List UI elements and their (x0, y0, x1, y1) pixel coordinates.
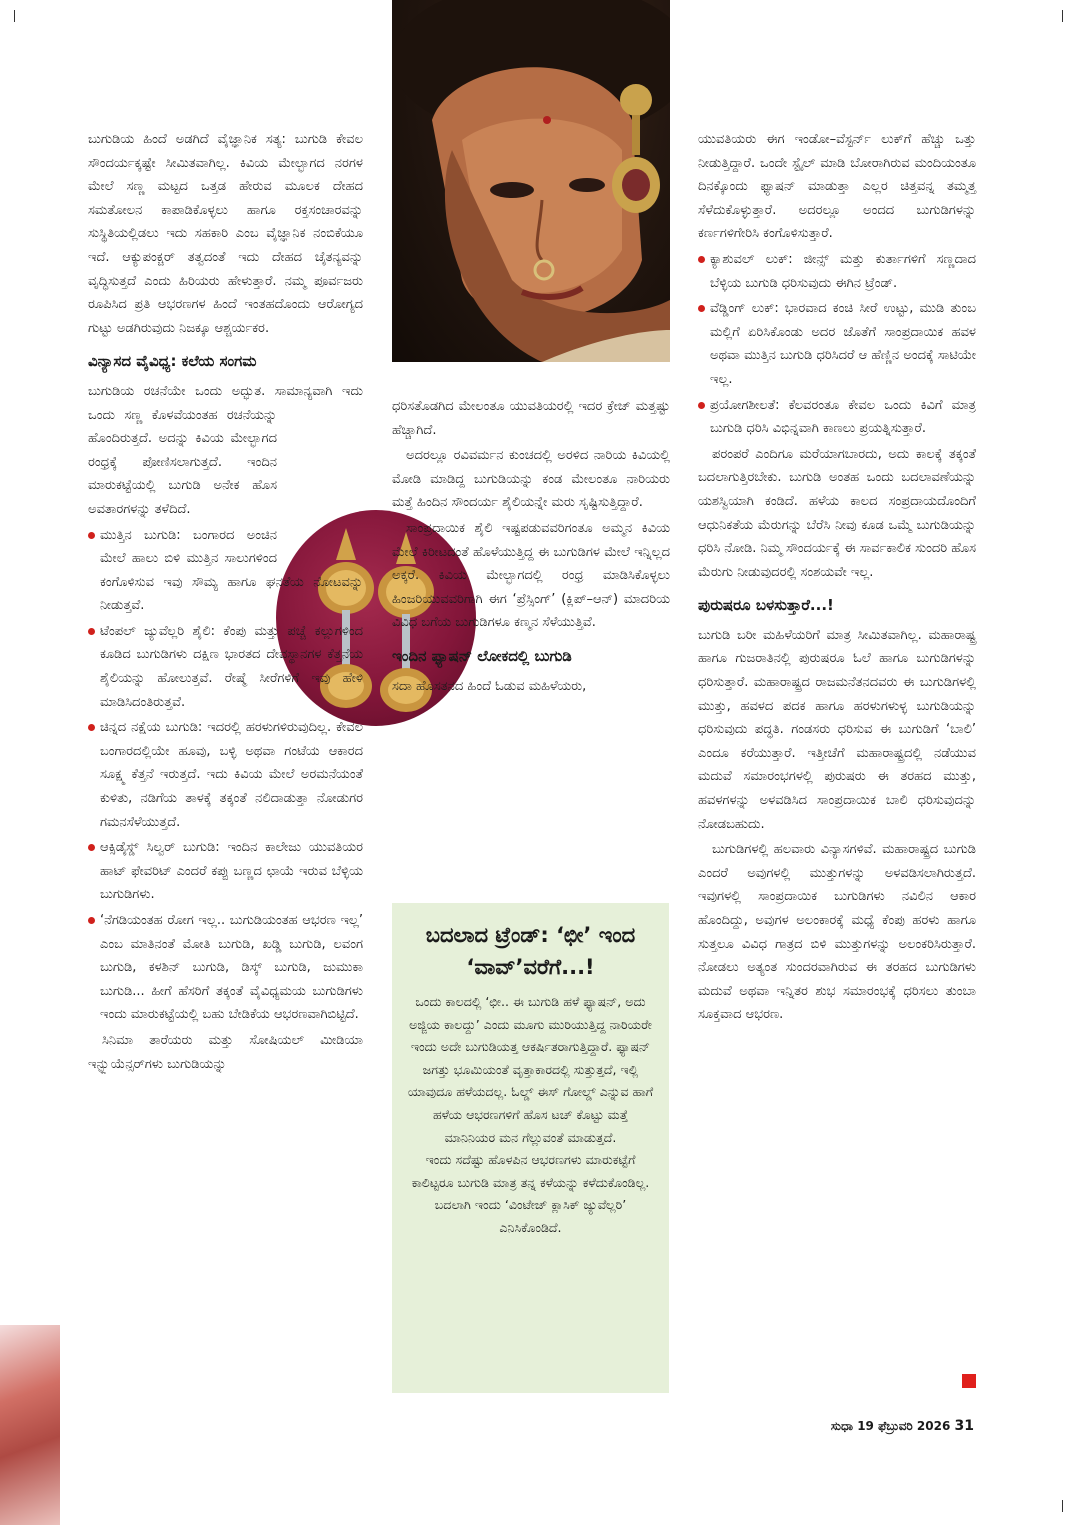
bullet-item: ಮುತ್ತಿನ ಬುಗುಡಿ: ಬಂಗಾರದ ಅಂಚಿನ ಮೇಲೆ ಹಾಲು ಬಿಳಿ ಮುತ್ತಿನ ಸಾಲುಗಳಿಂದ ಕಂಗೊಳಿಸುವ ಇವು ಸೌಮ್ಯ ಹಾಗೂ ಘನತೆಯ ನೋಟವನ್ನು ನೀಡುತ್ತವೆ. (88, 524, 363, 618)
sidebox-paragraph-2: ಇಂದು ಸದೆಷ್ಟು ಹೊಳಪಿನ ಆಭರಣಗಳು ಮಾರುಕಟ್ಟೆಗೆ ಕಾಲಿಟ್ಟರೂ ಬುಗುಡಿ ಮಾತ್ರ ತನ್ನ ಕಳೆಯನ್ನು ಕಳೆದುಕೊಂಡಿಲ್ಲ. ಬದಲಾಗಿ ಇಂದು ‘ವಿಂಟೇಜ್ ಕ್ಲಾಸಿಕ್ ಜ್ಯುವೆಲ್ಲರಿ’ ಎನಿಸಿಕೊಂಡಿದೆ. (411, 1152, 650, 1235)
col2-paragraph-1: ಧರಿಸತೊಡಗಿದ ಮೇಲಂತೂ ಯುವತಿಯರಲ್ಲಿ ಇದರ ಕ್ರೇಜ್ ಮತ್ತಷ್ಟು ಹೆಚ್ಚಾಗಿದೆ. (392, 399, 670, 438)
crop-mark (14, 10, 15, 22)
bullet-item: ಆಕ್ಸಿಡೈಸ್ಡ್ ಸಿಲ್ವರ್ ಬುಗುಡಿ: ಇಂದಿನ ಕಾಲೇಜು ಯುವತಿಯರ ಹಾಟ್ ಫೇವರಿಟ್ ಎಂದರೆ ಕಪ್ಪು ಬಣ್ಣದ ಛಾಯೆ ಇರುವ ಬೆಳ್ಳಿಯ ಬುಗುಡಿಗಳು. (88, 836, 363, 907)
bullet-item: ಟೆಂಪಲ್ ಜ್ಯುವೆಲ್ಲರಿ ಶೈಲಿ: ಕೆಂಪು ಮತ್ತು ಪಚ್ಚೆ ಕಲ್ಲುಗಳಿಂದ ಕೂಡಿದ ಬುಗುಡಿಗಳು ದಕ್ಷಿಣ ಭಾರತದ ದೇವಸ್ಥಾನಗಳ ಕೆತ್ತನೆಯ ಶೈಲಿಯನ್ನು ಹೋಲುತ್ತವೆ. ರೇಷ್ಮೆ ಸೀರೆಗಳಿಗೆ ಇವು ಹೇಳಿ ಮಾಡಿಸಿದಂತಿರುತ್ತವೆ. (88, 620, 363, 714)
col1-paragraph-2: ಬುಗುಡಿಯ ರಚನೆಯೇ ಒಂದು ಅದ್ಭುತ. ಸಾಮಾನ್ಯವಾಗಿ ಇದು ಒಂದು ಸಣ್ಣ ಕೊಳವೆಯಂತಹ ರಚನೆಯನ್ನು ಹೊಂದಿರುತ್ತದೆ. ಅದನ್ನು ಕಿವಿಯ ಮೇಲ್ಭಾಗದ ರಂಧ್ರಕ್ಕೆ ಪೋಣಿಸಲಾಗುತ್ತದೆ. ಇಂದಿನ ಮಾರುಕಟ್ಟೆಯಲ್ಲಿ ಬುಗುಡಿ ಅನೇಕ ಹೊಸ ಅವತಾರಗಳನ್ನು ತಳೆದಿದೆ. (88, 383, 363, 517)
bullet-item: ಕ್ಯಾಶುವಲ್ ಲುಕ್: ಜೀನ್ಸ್ ಮತ್ತು ಕುರ್ತಾಗಳಿಗೆ ಸಣ್ಣದಾದ ಬೆಳ್ಳಿಯ ಬುಗುಡಿ ಧರಿಸುವುದು ಈಗಿನ ಟ್ರೆಂಡ್. (698, 248, 976, 295)
crop-mark (1062, 1500, 1063, 1512)
page-footer (831, 1418, 974, 1434)
bullet-item: ಚಿನ್ನದ ನಕ್ಷೆಯ ಬುಗುಡಿ: ಇದರಲ್ಲಿ ಹರಳುಗಳಿರುವುದಿಲ್ಲ. ಕೇವಲ ಬಂಗಾರದಲ್ಲಿಯೇ ಹೂವು, ಬಳ್ಳಿ ಅಥವಾ ಗಂಟೆಯ ಆಕಾರದ ಸೂಕ್ಷ್ಮ ಕೆತ್ತನೆ ಇರುತ್ತದೆ. ಇದು ಕಿವಿಯ ಮೇಲೆ ಅರಮನೆಯಂತೆ ಕುಳಿತು, ನಡಿಗೆಯ ತಾಳಕ್ಕೆ ತಕ್ಕಂತೆ ನಲಿದಾಡುತ್ತಾ ನೋಡುಗರ ಗಮನಸೆಳೆಯುತ್ತದೆ. (88, 716, 363, 834)
page-number: 31 (954, 1418, 974, 1434)
col1-heading: ವಿನ್ಯಾಸದ ವೈವಿಧ್ಯ: ಕಲೆಯ ಸಂಗಮ (88, 352, 257, 371)
sidebox-title: ಬದಲಾದ ಟ್ರೆಂಡ್: ‘ಛೀ’ ಇಂದ ‘ವಾವ್’ವರೆಗೆ...! (425, 923, 636, 979)
bullet-item: ಪ್ರಯೋಗಶೀಲತೆ: ಕೆಲವರಂತೂ ಕೇವಲ ಒಂದು ಕಿವಿಗೆ ಮಾತ್ರ ಬುಗುಡಿ ಧರಿಸಿ ವಿಭಿನ್ನವಾಗಿ ಕಾಣಲು ಪ್ರಯತ್ನಿಸುತ್ತಾರೆ. (698, 394, 976, 441)
bullet-item: ‘ನೆಗಡಿಯಂತಹ ರೋಗ ಇಲ್ಲ.. ಬುಗುಡಿಯಂತಹ ಆಭರಣ ಇಲ್ಲ’ ಎಂಬ ಮಾತಿನಂತೆ ಮೋತಿ ಬುಗುಡಿ, ಖಡ್ಡಿ ಬುಗುಡಿ, ಲವಂಗ ಬುಗುಡಿ, ಕಳಶಿನ್ ಬುಗುಡಿ, ಡಿಸ್ಕ್ ಬುಗುಡಿ, ಜುಮುಕಾ ಬುಗುಡಿ... ಹೀಗೆ ಹೆಸರಿಗೆ ತಕ್ಕಂತೆ ವೈವಿಧ್ಯಮಯ ಬುಗುಡಿಗಳು ಇಂದು ಮಾರುಕಟ್ಟೆಯಲ್ಲಿ ಬಹು ಬೇಡಿಕೆಯ ಆಭರಣವಾಗಿಬಿಟ್ಟಿದೆ. (88, 909, 363, 1027)
col3-paragraph-1: ಯುವತಿಯರು ಈಗ ಇಂಡೋ–ವೆಸ್ಟರ್ನ್ ಲುಕ್‌ಗೆ ಹೆಚ್ಚು ಒತ್ತು ನೀಡುತ್ತಿದ್ದಾರೆ. ಒಂದೇ ಸ್ಟೈಲ್ ಮಾಡಿ ಬೋರಾಗಿರುವ ಮಂದಿಯಂತೂ ದಿನಕ್ಕೊಂದು ಫ್ಯಾಷನ್ ಮಾಡುತ್ತಾ ಎಲ್ಲರ ಚಿತ್ತವನ್ನ ತಮ್ಮತ್ತ ಸೆಳೆದುಕೊಳ್ಳುತ್ತಾರೆ. ಅದರಲ್ಲೂ ಅಂದದ ಬುಗುಡಿಗಳನ್ನು ಕರ್ಣಗಳಿಗೇರಿಸಿ ಕಂಗೊಳಿಸುತ್ತಾರೆ. (698, 132, 976, 242)
col3-paragraph-2: ಪರಂಪರೆ ಎಂದಿಗೂ ಮರೆಯಾಗಬಾರದು, ಅದು ಕಾಲಕ್ಕೆ ತಕ್ಕಂತೆ ಬದಲಾಗುತ್ತಿರಬೇಕು. ಬುಗುಡಿ ಅಂತಹ ಒಂದು ಬದಲಾವಣೆಯನ್ನು ಯಶಸ್ವಿಯಾಗಿ ಕಂಡಿದೆ. ಹಳೆಯ ಕಾಲದ ಸಂಪ್ರದಾಯದೊಂದಿಗೆ ಆಧುನಿಕತೆಯ ಮೆರುಗನ್ನು ಬೆರೆಸಿ ನೀವು ಕೂಡ ಒಮ್ಮೆ ಬುಗುಡಿಯನ್ನು ಧರಿಸಿ ನೋಡಿ. ನಿಮ್ಮ ಸೌಂದರ್ಯಕ್ಕೆ ಈ ಸಾರ್ವಕಾಲಿಕ ಸುಂದರಿ ಹೊಸ ಮೆರುಗು ನೀಡುವುದರಲ್ಲಿ ಸಂಶಯವೇ ಇಲ್ಲ. (698, 446, 976, 580)
col2-paragraph-2: ಅದರಲ್ಲೂ ರವಿವರ್ಮನ ಕುಂಚದಲ್ಲಿ ಅರಳಿದ ನಾರಿಯ ಕಿವಿಯಲ್ಲಿ ಮೋಡಿ ಮಾಡಿದ್ದ ಬುಗುಡಿಯನ್ನು ಕಂಡ ಮೇಲಂತೂ ನಾರಿಯರು ಮತ್ತೆ ಹಿಂದಿನ ಸೌಂದರ್ಯ ಶೈಲಿಯನ್ನೇ ಮರು ಸೃಷ್ಟಿಸುತ್ತಿದ್ದಾರೆ. (392, 448, 670, 511)
column-right (698, 128, 976, 1029)
column-left (88, 128, 363, 1078)
portrait-painting-image (392, 0, 670, 362)
crop-mark (1062, 10, 1063, 22)
sidebox-paragraph-1: ಒಂದು ಕಾಲದಲ್ಲಿ ‘ಛೀ.. ಈ ಬುಗುಡಿ ಹಳೆ ಫ್ಯಾಷನ್, ಅದು ಅಜ್ಜಿಯ ಕಾಲದ್ದು’ ಎಂದು ಮೂಗು ಮುರಿಯುತ್ತಿದ್ದ ನಾರಿಯರೇ ಇಂದು ಅದೇ ಬುಗುಡಿಯತ್ತ ಆಕರ್ಷಿತರಾಗುತ್ತಿದ್ದಾರೆ. ಫ್ಯಾಷನ್ ಜಗತ್ತು ಭೂಮಿಯಂತೆ ವೃತ್ತಾಕಾರದಲ್ಲಿ ಸುತ್ತುತ್ತದೆ, ಇಲ್ಲಿ ಯಾವುದೂ ಹಳೆಯದಲ್ಲ. ಓಲ್ಡ್ ಈಸ್ ಗೋಲ್ಡ್ ಎನ್ನುವ ಹಾಗೆ ಹಳೆಯ ಆಭರಣಗಳಿಗೆ ಹೊಸ ಟಚ್ ಕೊಟ್ಟು ಮತ್ತೆ ಮಾನಿನಿಯರ ಮನ ಗೆಲ್ಲುವಂತೆ ಮಾಡುತ್ತದೆ. (407, 994, 654, 1145)
col2-paragraph-4: ಸದಾ ಹೊಸತನದ ಹಿಂದೆ ಓಡುವ ಮಹಿಳೆಯರು, (392, 678, 587, 694)
col1-paragraph-3: ಸಿನಿಮಾ ತಾರೆಯರು ಮತ್ತು ಸೋಷಿಯಲ್ ಮೀಡಿಯಾ ಇನ್ಫ್ಲುಯೆನ್ಸರ್‌ಗಳು ಬುಗುಡಿಯನ್ನು (88, 1032, 363, 1072)
col1-paragraph-1: ಬುಗುಡಿಯ ಹಿಂದೆ ಅಡಗಿದೆ ವೈಜ್ಞಾನಿಕ ಸತ್ಯ: ಬುಗುಡಿ ಕೇವಲ ಸೌಂದರ್ಯಕ್ಕಷ್ಟೇ ಸೀಮಿತವಾಗಿಲ್ಲ. ಕಿವಿಯ ಮೇಲ್ಭಾಗದ ನರಗಳ ಮೇಲೆ ಸಣ್ಣ ಮಟ್ಟದ ಒತ್ತಡ ಹೇರುವ ಮೂಲಕ ದೇಹದ ಸಮತೋಲನ ಕಾಪಾಡಿಕೊಳ್ಳಲು ಹಾಗೂ ರಕ್ತಸಂಚಾರವನ್ನು ಸುಸ್ಥಿತಿಯಲ್ಲಿಡಲು ಇದು ಸಹಕಾರಿ ಎಂಬ ವೈಜ್ಞಾನಿಕ ನಂಬಿಕೆಯೂ ಇದೆ. ಆಕ್ಯುಪಂಕ್ಚರ್ ತತ್ವದಂತೆ ಇದು ದೇಹದ ಚೈತನ್ಯವನ್ನು ವೃದ್ಧಿಸುತ್ತದೆ ಎಂದು ಹಿರಿಯರು ಹೇಳುತ್ತಾರೆ. ನಮ್ಮ ಪೂರ್ವಜರು ರೂಪಿಸಿದ ಪ್ರತಿ ಆಭರಣಗಳ ಹಿಂದೆ ಇಂತಹದೊಂದು ಆರೋಗ್ಯದ ಗುಟ್ಟು ಅಡಗಿರುವುದು ನಿಜಕ್ಕೂ ಆಶ್ಚರ್ಯಕರ. (88, 132, 363, 336)
edge-photo-fragment (0, 1325, 60, 1525)
col3-paragraph-4: ಬುಗುಡಿಗಳಲ್ಲಿ ಹಲವಾರು ವಿನ್ಯಾಸಗಳಿವೆ. ಮಹಾರಾಷ್ಟ್ರದ ಬುಗುಡಿ ಎಂದರೆ ಅವುಗಳಲ್ಲಿ ಮುತ್ತುಗಳನ್ನು ಅಳವಡಿಸಲಾಗಿರುತ್ತದೆ. ಇವುಗಳಲ್ಲಿ ಸಾಂಪ್ರದಾಯಿಕ ಬುಗುಡಿಗಳು ನವಿಲಿನ ಆಕಾರ ಹೊಂದಿದ್ದು, ಅವುಗಳ ಅಲಂಕಾರಕ್ಕೆ ಮಧ್ಯೆ ಕೆಂಪು ಹರಳು ಹಾಗೂ ಸುತ್ತಲೂ ವಿವಿಧ ಗಾತ್ರದ ಬಿಳಿ ಮುತ್ತುಗಳನ್ನು ಅಲಂಕರಿಸಿರುತ್ತಾರೆ. ನೋಡಲು ಅತ್ಯಂತ ಸುಂದರವಾಗಿರುವ ಈ ತರಹದ ಬುಗುಡಿಗಳು ಮದುವೆ ಅಥವಾ ಇನ್ನಿತರ ಶುಭ ಸಮಾರಂಭಕ್ಕೆ ಧರಿಸಲು ತುಂಬಾ ಸೂಕ್ತವಾದ ಆಭರಣ. (698, 842, 976, 1023)
trend-sidebox (392, 903, 669, 1393)
column-middle (392, 395, 670, 700)
col3-heading: ಪುರುಷರೂ ಬಳಸುತ್ತಾರೆ...! (698, 596, 834, 615)
magazine-name: ಸುಧಾ (830, 1419, 853, 1433)
col3-paragraph-3: ಬುಗುಡಿ ಬರೀ ಮಹಿಳೆಯರಿಗೆ ಮಾತ್ರ ಸೀಮಿತವಾಗಿಲ್ಲ. ಮಹಾರಾಷ್ಟ್ರ ಹಾಗೂ ಗುಜರಾತಿನಲ್ಲಿ ಪುರುಷರೂ ಓಲೆ ಹಾಗೂ ಬುಗುಡಿಗಳನ್ನು ಧರಿಸುತ್ತಾರೆ. ಮಹಾರಾಷ್ಟ್ರದ ರಾಜಮನೆತನದವರು ಈ ಬುಗುಡಿಗಳಲ್ಲಿ ಮುತ್ತು, ಹವಳದ ಪದಕ ಹಾಗೂ ಹರಳುಗಳುಳ್ಳ ಬುಗುಡಿಯನ್ನು ಧರಿಸುವುದು ಪದ್ಧತಿ. ಗಂಡಸರು ಧರಿಸುವ ಈ ಬುಗುಡಿಗೆ ‘ಬಾಲಿ’ ಎಂದೂ ಕರೆಯುತ್ತಾರೆ. ಇತ್ತೀಚೆಗೆ ಮಹಾರಾಷ್ಟ್ರದಲ್ಲಿ ನಡೆಯುವ ಮದುವೆ ಸಮಾರಂಭಗಳಲ್ಲಿ ಪುರುಷರು ಈ ತರಹದ ಮುತ್ತು, ಹವಳಗಳನ್ನು ಅಳವಡಿಸಿದ ಸಾಂಪ್ರದಾಯಿಕ ಬಾಲಿ ಧರಿಸುವುದನ್ನು ನೋಡಬಹುದು. (698, 627, 976, 832)
col2-paragraph-3: ಸಾಂಪ್ರದಾಯಿಕ ಶೈಲಿ ಇಷ್ಟಪಡುವವರಿಗಂತೂ ಅಮ್ಮನ ಕಿವಿಯ ಮೇಲೆ ಕಿರೀಟದಂತೆ ಹೊಳೆಯುತ್ತಿದ್ದ ಈ ಬುಗುಡಿಗಳ ಮೇಲೆ ಇನ್ನಿಲ್ಲದ ಅಕ್ಕರೆ. ಕಿವಿಯ ಮೇಲ್ಭಾಗದಲ್ಲಿ ರಂಧ್ರ ಮಾಡಿಸಿಕೊಳ್ಳಲು ಹಿಂಜರಿಯುವವರಿಗಾಗಿ ಈಗ ‘ಪ್ರೆಸ್ಸಿಂಗ್’ (ಕ್ಲಿಪ್–ಆನ್) ಮಾದರಿಯ ವಿವಿಧ ಬಗೆಯ ಬುಗುಡಿಗಳೂ ಕಣ್ಮನ ಸೆಳೆಯುತ್ತಿವೆ. (392, 520, 670, 631)
issue-date: 19 ಫೆಬ್ರುವರಿ 2026 (857, 1419, 951, 1433)
col2-heading: ಇಂದಿನ ಫ್ಯಾಷನ್ ಲೋಕದಲ್ಲಿ ಬುಗುಡಿ (392, 646, 572, 665)
bullet-item: ವೆಡ್ಡಿಂಗ್ ಲುಕ್: ಭಾರವಾದ ಕಂಚಿ ಸೀರೆ ಉಟ್ಟು, ಮುಡಿ ತುಂಬ ಮಲ್ಲಿಗೆ ಏರಿಸಿಕೊಂಡು ಅದರ ಜೊತೆಗೆ ಸಾಂಪ್ರದಾಯಿಕ ಹವಳ ಅಥವಾ ಮುತ್ತಿನ ಬುಗುಡಿ ಧರಿಸಿದರೆ ಆ ಹೆಣ್ಣಿನ ಅಂದಕ್ಕೆ ಸಾಟಿಯೇ ಇಲ್ಲ. (698, 297, 976, 391)
end-of-article-mark (962, 1374, 976, 1388)
